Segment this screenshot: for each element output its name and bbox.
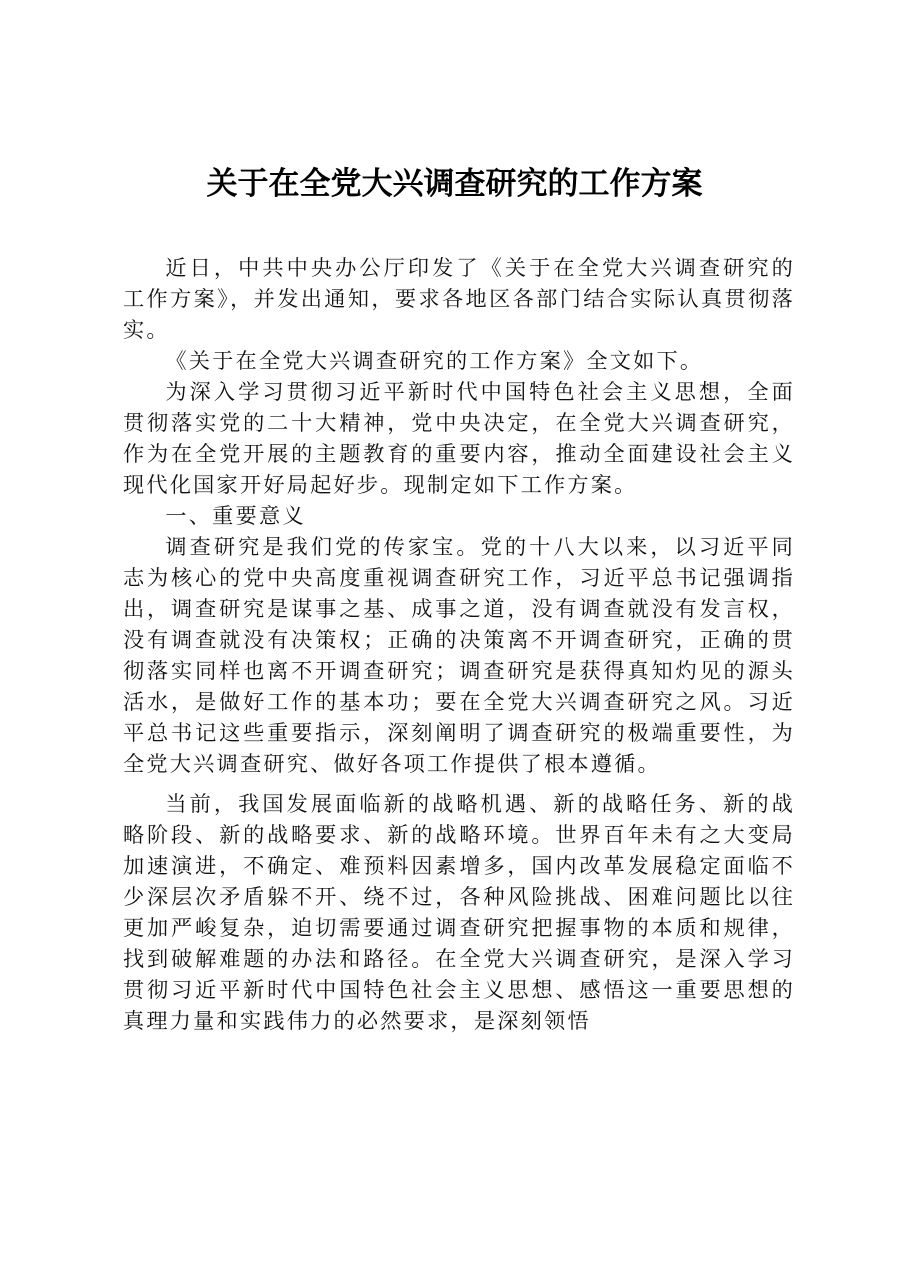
paragraph-fulltext-note: 《关于在全党大兴调查研究的工作方案》全文如下。: [165, 348, 704, 373]
paragraph-current-situation: 当前，我国发展面临新的战略机遇、新的战略任务、新的战略阶段、新的战略要求、新的战略环境。世界百年未有之大变局加速演进，不确定、难预料因素增多，国内改革发展稳定面临不少深层次矛盾躲不开、绕不过，各种风险挑战、困难问题比以往更加严峻复杂，迫切需要通过调查研究把握事物的本质和规律，找到破解难题的办法和路径。在全党大兴调查研究，是深入学习贯彻习近平新时代中国特色社会主义思想、感悟这一重要思想的真理力量和实践伟力的必然要求，是深刻领悟: [123, 791, 795, 1033]
paragraph-significance: 调查研究是我们党的传家宝。党的十八大以来，以习近平同志为核心的党中央高度重视调查研究工作，习近平总书记强调指出，调查研究是谋事之基、成事之道，没有调查就没有发言权，没有调查就没有决策权；正确的决策离不开调查研究，正确的贯彻落实同样也离不开调查研究；调查研究是获得真知灼见的源头活水，是做好工作的基本功；要在全党大兴调查研究之风。习近平总书记这些重要指示，深刻阐明了调查研究的极端重要性，为全党大兴调查研究、做好各项工作提供了根本遵循。: [123, 534, 795, 776]
paragraph-purpose: 为深入学习贯彻习近平新时代中国特色社会主义思想，全面贯彻落实党的二十大精神，党中央决定，在全党大兴调查研究，作为在全党开展的主题教育的重要内容，推动全面建设社会主义现代化国家开好局起好步。现制定如下工作方案。: [123, 379, 795, 497]
paragraph-intro: 近日，中共中央办公厅印发了《关于在全党大兴调查研究的工作方案》，并发出通知，要求各地区各部门结合实际认真贯彻落实。: [123, 255, 795, 342]
document-body: [123, 252, 795, 1036]
document-title: 关于在全党大兴调查研究的工作方案: [206, 166, 703, 202]
section-heading-significance: 一、重要意义: [165, 503, 306, 528]
